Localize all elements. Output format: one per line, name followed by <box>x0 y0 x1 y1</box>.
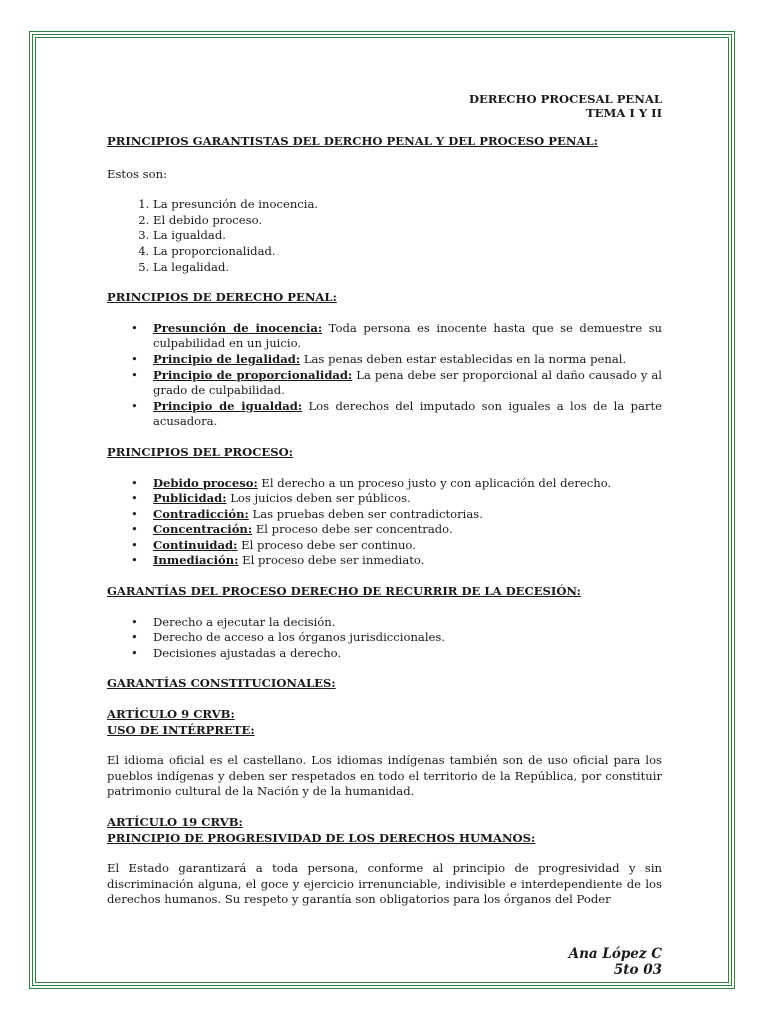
article19-title: ARTÍCULO 19 CRVB: <box>107 815 243 829</box>
list-item <box>153 538 662 554</box>
item-term: Contradicción: <box>153 506 249 521</box>
section2-title: PRINCIPIOS DE DERECHO PENAL: <box>107 290 337 305</box>
article19-subtitle: PRINCIPIO DE PROGRESIVIDAD DE LOS DERECHOS HUMANOS: <box>107 830 536 845</box>
item-text: Los derechos del imputado son iguales a los de la parte acusadora. <box>153 398 662 429</box>
document-header <box>107 92 662 120</box>
list-item: 1. La presunción de inocencia. <box>153 197 662 213</box>
section5-title: GARANTÍAS CONSTITUCIONALES: <box>107 676 336 691</box>
item-text: El proceso debe ser concentrado. <box>252 522 453 537</box>
list-item <box>153 522 662 538</box>
author-name: Ana López C <box>568 946 662 962</box>
list-item: 2. El debido proceso. <box>153 213 662 229</box>
list-item <box>153 352 662 368</box>
item-text: El proceso debe ser continuo. <box>237 537 416 552</box>
section3-list <box>107 476 662 570</box>
list-item <box>153 321 662 352</box>
item-text: Toda persona es inocente hasta que se demuestre su culpabilidad en un juicio. <box>153 320 662 351</box>
list-item: • Derecho de acceso a los órganos jurisdiccionales. <box>153 630 662 646</box>
section2-list <box>107 321 662 430</box>
list-item <box>153 476 662 492</box>
document-body <box>107 92 662 908</box>
section4-list <box>107 615 662 662</box>
section1-list <box>107 197 662 275</box>
list-item <box>153 491 662 507</box>
item-term: Inmediación: <box>153 553 239 568</box>
author-group: 5to 03 <box>613 962 662 978</box>
list-item: 3. La igualdad. <box>153 228 662 244</box>
header-topic: TEMA I Y II <box>586 106 662 120</box>
item-text: Las pruebas deben ser contradictorias. <box>248 506 483 521</box>
item-term: Continuidad: <box>153 537 238 552</box>
item-term: Publicidad: <box>153 491 227 506</box>
article9-title: ARTÍCULO 9 CRVB: <box>107 707 235 722</box>
article19-text: El Estado garantizará a toda persona, conforme al principio de progresividad y sin discriminación alguna, el goce y ejercicio irrenunciable, indivisible e interdependiente de los derechos humanos. Su respeto y garantía son obligatorios para los órganos del Poder <box>107 861 662 907</box>
section3-title: PRINCIPIOS DEL PROCESO: <box>107 444 294 459</box>
document-footer <box>569 946 662 978</box>
list-item: • Decisiones ajustadas a derecho. <box>153 646 662 662</box>
item-text: Las penas deben estar establecidas en la norma penal. <box>300 351 627 366</box>
item-term: Principio de igualdad: <box>153 398 303 413</box>
item-text: El derecho a un proceso justo y con aplicación del derecho. <box>257 475 612 490</box>
item-term: Principio de proporcionalidad: <box>153 367 353 382</box>
list-item <box>153 507 662 523</box>
item-term: Debido proceso: <box>153 475 258 490</box>
list-item: 5. La legalidad. <box>153 260 662 276</box>
list-item <box>153 553 662 569</box>
list-item: 4. La proporcionalidad. <box>153 244 662 260</box>
item-text: La pena debe ser proporcional al daño causado y al grado de culpabilidad. <box>153 367 662 398</box>
section1-title: PRINCIPIOS GARANTISTAS DEL DERCHO PENAL Y DEL PROCESO PENAL: <box>107 134 598 148</box>
item-term: Concentración: <box>153 522 253 537</box>
item-text: Los juicios deben ser públicos. <box>226 491 411 506</box>
section4-title: GARANTÍAS DEL PROCESO DERECHO DE RECURRIR DE LA DECESIÓN: <box>107 584 581 599</box>
section1-intro: Estos son: <box>107 166 167 181</box>
header-course: DERECHO PROCESAL PENAL <box>468 92 662 106</box>
list-item <box>153 399 662 430</box>
list-item: • Derecho a ejecutar la decisión. <box>153 615 662 631</box>
item-text: El proceso debe ser inmediato. <box>238 553 425 568</box>
article9-subtitle: USO DE INTÉRPRETE: <box>107 722 255 737</box>
item-term: Presunción de inocencia: <box>153 320 323 335</box>
list-item <box>153 368 662 399</box>
article9-text: El idioma oficial es el castellano. Los idiomas indígenas también son de uso oficial para los pueblos indígenas y deben ser respetados en todo el territorio de la República, por constituir patrimonio cultural de la Nación y de la humanidad. <box>107 753 662 799</box>
item-term: Principio de legalidad: <box>153 351 301 366</box>
